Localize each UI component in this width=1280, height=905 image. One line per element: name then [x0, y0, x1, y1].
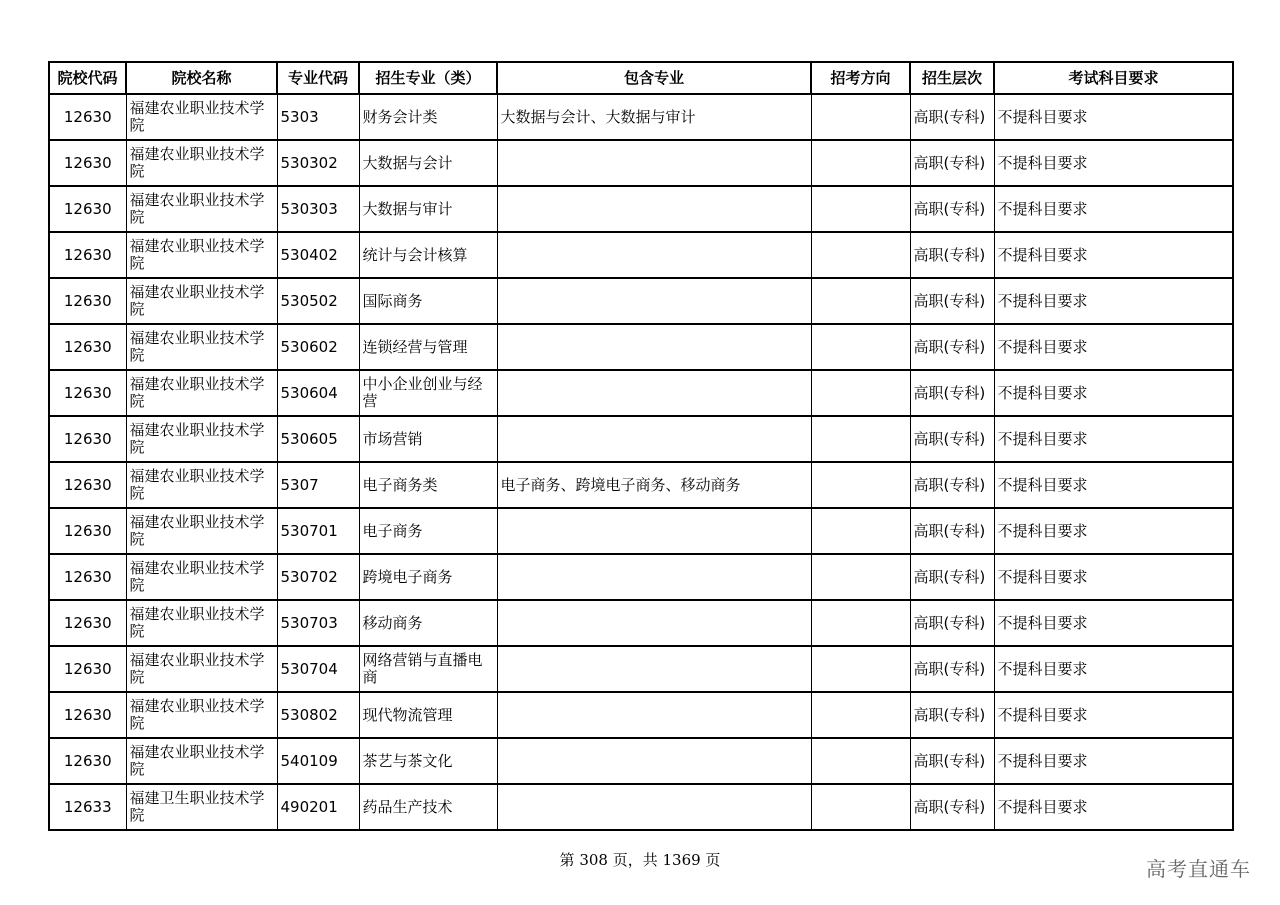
included-majors-cell: [497, 140, 811, 186]
level-cell: 高职(专科): [910, 416, 994, 462]
major-code-cell: 530604: [277, 370, 359, 416]
major-cell: 连锁经营与管理: [359, 324, 497, 370]
major-cell: 中小企业创业与经营: [359, 370, 497, 416]
school-code-cell: 12633: [49, 784, 126, 830]
major-code-cell: 530605: [277, 416, 359, 462]
school-code-cell: 12630: [49, 140, 126, 186]
school-code-cell: 12630: [49, 508, 126, 554]
school-name-cell: 福建农业职业技术学院: [126, 738, 277, 784]
level-cell: 高职(专科): [910, 554, 994, 600]
major-cell: 财务会计类: [359, 94, 497, 140]
level-cell: 高职(专科): [910, 278, 994, 324]
requirement-cell: 不提科目要求: [994, 554, 1233, 600]
major-cell: 药品生产技术: [359, 784, 497, 830]
major-code-cell: 530602: [277, 324, 359, 370]
table-row: [49, 738, 1233, 784]
direction-cell: [811, 692, 910, 738]
direction-cell: [811, 140, 910, 186]
included-majors-cell: 电子商务、跨境电子商务、移动商务: [497, 462, 811, 508]
table-row: [49, 646, 1233, 692]
level-cell: 高职(专科): [910, 784, 994, 830]
major-cell: 茶艺与茶文化: [359, 738, 497, 784]
school-name-cell: 福建卫生职业技术学院: [126, 784, 277, 830]
level-cell: 高职(专科): [910, 738, 994, 784]
school-name-cell: 福建农业职业技术学院: [126, 278, 277, 324]
included-majors-cell: 大数据与会计、大数据与审计: [497, 94, 811, 140]
requirement-cell: 不提科目要求: [994, 186, 1233, 232]
requirement-cell: 不提科目要求: [994, 646, 1233, 692]
school-name-cell: 福建农业职业技术学院: [126, 600, 277, 646]
table-row: [49, 94, 1233, 140]
school-name-cell: 福建农业职业技术学院: [126, 554, 277, 600]
level-cell: 高职(专科): [910, 94, 994, 140]
major-code-cell: 530704: [277, 646, 359, 692]
major-cell: 国际商务: [359, 278, 497, 324]
included-majors-cell: [497, 784, 811, 830]
table-row: [49, 186, 1233, 232]
school-code-cell: 12630: [49, 600, 126, 646]
school-code-cell: 12630: [49, 94, 126, 140]
included-majors-cell: [497, 554, 811, 600]
school-name-cell: 福建农业职业技术学院: [126, 370, 277, 416]
direction-cell: [811, 784, 910, 830]
table-row: [49, 784, 1233, 830]
requirement-cell: 不提科目要求: [994, 278, 1233, 324]
level-cell: 高职(专科): [910, 600, 994, 646]
included-majors-cell: [497, 508, 811, 554]
major-code-cell: 530702: [277, 554, 359, 600]
level-cell: 高职(专科): [910, 186, 994, 232]
direction-cell: [811, 324, 910, 370]
direction-cell: [811, 232, 910, 278]
major-code-cell: 490201: [277, 784, 359, 830]
direction-cell: [811, 370, 910, 416]
requirement-cell: 不提科目要求: [994, 140, 1233, 186]
level-cell: 高职(专科): [910, 324, 994, 370]
school-code-cell: 12630: [49, 692, 126, 738]
school-code-cell: 12630: [49, 738, 126, 784]
major-cell: 电子商务: [359, 508, 497, 554]
level-cell: 高职(专科): [910, 370, 994, 416]
level-cell: 高职(专科): [910, 508, 994, 554]
header-major-code: 专业代码: [277, 62, 359, 94]
major-cell: 移动商务: [359, 600, 497, 646]
level-cell: 高职(专科): [910, 140, 994, 186]
direction-cell: [811, 508, 910, 554]
major-code-cell: 530703: [277, 600, 359, 646]
major-code-cell: 530701: [277, 508, 359, 554]
major-code-cell: 5307: [277, 462, 359, 508]
major-cell: 现代物流管理: [359, 692, 497, 738]
direction-cell: [811, 94, 910, 140]
header-direction: 招考方向: [811, 62, 910, 94]
major-cell: 市场营销: [359, 416, 497, 462]
school-name-cell: 福建农业职业技术学院: [126, 324, 277, 370]
page-footer: 第 308 页，共 1369 页: [559, 851, 721, 869]
school-name-cell: 福建农业职业技术学院: [126, 508, 277, 554]
included-majors-cell: [497, 646, 811, 692]
direction-cell: [811, 554, 910, 600]
major-code-cell: 540109: [277, 738, 359, 784]
level-cell: 高职(专科): [910, 232, 994, 278]
header-requirement: 考试科目要求: [994, 62, 1233, 94]
school-name-cell: 福建农业职业技术学院: [126, 462, 277, 508]
school-code-cell: 12630: [49, 646, 126, 692]
school-code-cell: 12630: [49, 416, 126, 462]
school-code-cell: 12630: [49, 232, 126, 278]
major-code-cell: 530502: [277, 278, 359, 324]
major-cell: 大数据与会计: [359, 140, 497, 186]
major-code-cell: 530802: [277, 692, 359, 738]
school-name-cell: 福建农业职业技术学院: [126, 692, 277, 738]
table-row: [49, 416, 1233, 462]
direction-cell: [811, 416, 910, 462]
school-code-cell: 12630: [49, 324, 126, 370]
major-cell: 网络营销与直播电商: [359, 646, 497, 692]
school-code-cell: 12630: [49, 554, 126, 600]
header-school-code: 院校代码: [49, 62, 126, 94]
requirement-cell: 不提科目要求: [994, 692, 1233, 738]
header-school-name: 院校名称: [126, 62, 277, 94]
header-included-majors: 包含专业: [497, 62, 811, 94]
requirement-cell: 不提科目要求: [994, 324, 1233, 370]
major-cell: 统计与会计核算: [359, 232, 497, 278]
requirement-cell: 不提科目要求: [994, 508, 1233, 554]
requirement-cell: 不提科目要求: [994, 370, 1233, 416]
included-majors-cell: [497, 278, 811, 324]
school-name-cell: 福建农业职业技术学院: [126, 94, 277, 140]
requirement-cell: 不提科目要求: [994, 600, 1233, 646]
table-body: [49, 94, 1233, 830]
included-majors-cell: [497, 692, 811, 738]
major-code-cell: 5303: [277, 94, 359, 140]
direction-cell: [811, 462, 910, 508]
requirement-cell: 不提科目要求: [994, 738, 1233, 784]
school-name-cell: 福建农业职业技术学院: [126, 140, 277, 186]
table-header-row: [49, 62, 1233, 94]
table-row: [49, 554, 1233, 600]
included-majors-cell: [497, 370, 811, 416]
table-row: [49, 278, 1233, 324]
direction-cell: [811, 278, 910, 324]
level-cell: 高职(专科): [910, 646, 994, 692]
table-row: [49, 232, 1233, 278]
watermark: 高考直通车: [1146, 857, 1251, 881]
included-majors-cell: [497, 324, 811, 370]
school-name-cell: 福建农业职业技术学院: [126, 186, 277, 232]
requirement-cell: 不提科目要求: [994, 784, 1233, 830]
major-code-cell: 530302: [277, 140, 359, 186]
requirement-cell: 不提科目要求: [994, 462, 1233, 508]
table-row: [49, 324, 1233, 370]
major-cell: 跨境电子商务: [359, 554, 497, 600]
major-cell: 大数据与审计: [359, 186, 497, 232]
table-row: [49, 370, 1233, 416]
included-majors-cell: [497, 600, 811, 646]
direction-cell: [811, 600, 910, 646]
level-cell: 高职(专科): [910, 692, 994, 738]
table-row: [49, 462, 1233, 508]
included-majors-cell: [497, 232, 811, 278]
enrollment-table: [48, 61, 1234, 831]
included-majors-cell: [497, 186, 811, 232]
direction-cell: [811, 646, 910, 692]
school-code-cell: 12630: [49, 186, 126, 232]
table-row: [49, 692, 1233, 738]
school-code-cell: 12630: [49, 278, 126, 324]
major-cell: 电子商务类: [359, 462, 497, 508]
level-cell: 高职(专科): [910, 462, 994, 508]
school-name-cell: 福建农业职业技术学院: [126, 232, 277, 278]
school-code-cell: 12630: [49, 462, 126, 508]
requirement-cell: 不提科目要求: [994, 416, 1233, 462]
header-major: 招生专业（类）: [359, 62, 497, 94]
direction-cell: [811, 186, 910, 232]
header-level: 招生层次: [910, 62, 994, 94]
school-name-cell: 福建农业职业技术学院: [126, 646, 277, 692]
major-code-cell: 530303: [277, 186, 359, 232]
included-majors-cell: [497, 416, 811, 462]
requirement-cell: 不提科目要求: [994, 94, 1233, 140]
requirement-cell: 不提科目要求: [994, 232, 1233, 278]
major-code-cell: 530402: [277, 232, 359, 278]
table-row: [49, 600, 1233, 646]
school-code-cell: 12630: [49, 370, 126, 416]
school-name-cell: 福建农业职业技术学院: [126, 416, 277, 462]
direction-cell: [811, 738, 910, 784]
table-row: [49, 140, 1233, 186]
included-majors-cell: [497, 738, 811, 784]
table-row: [49, 508, 1233, 554]
